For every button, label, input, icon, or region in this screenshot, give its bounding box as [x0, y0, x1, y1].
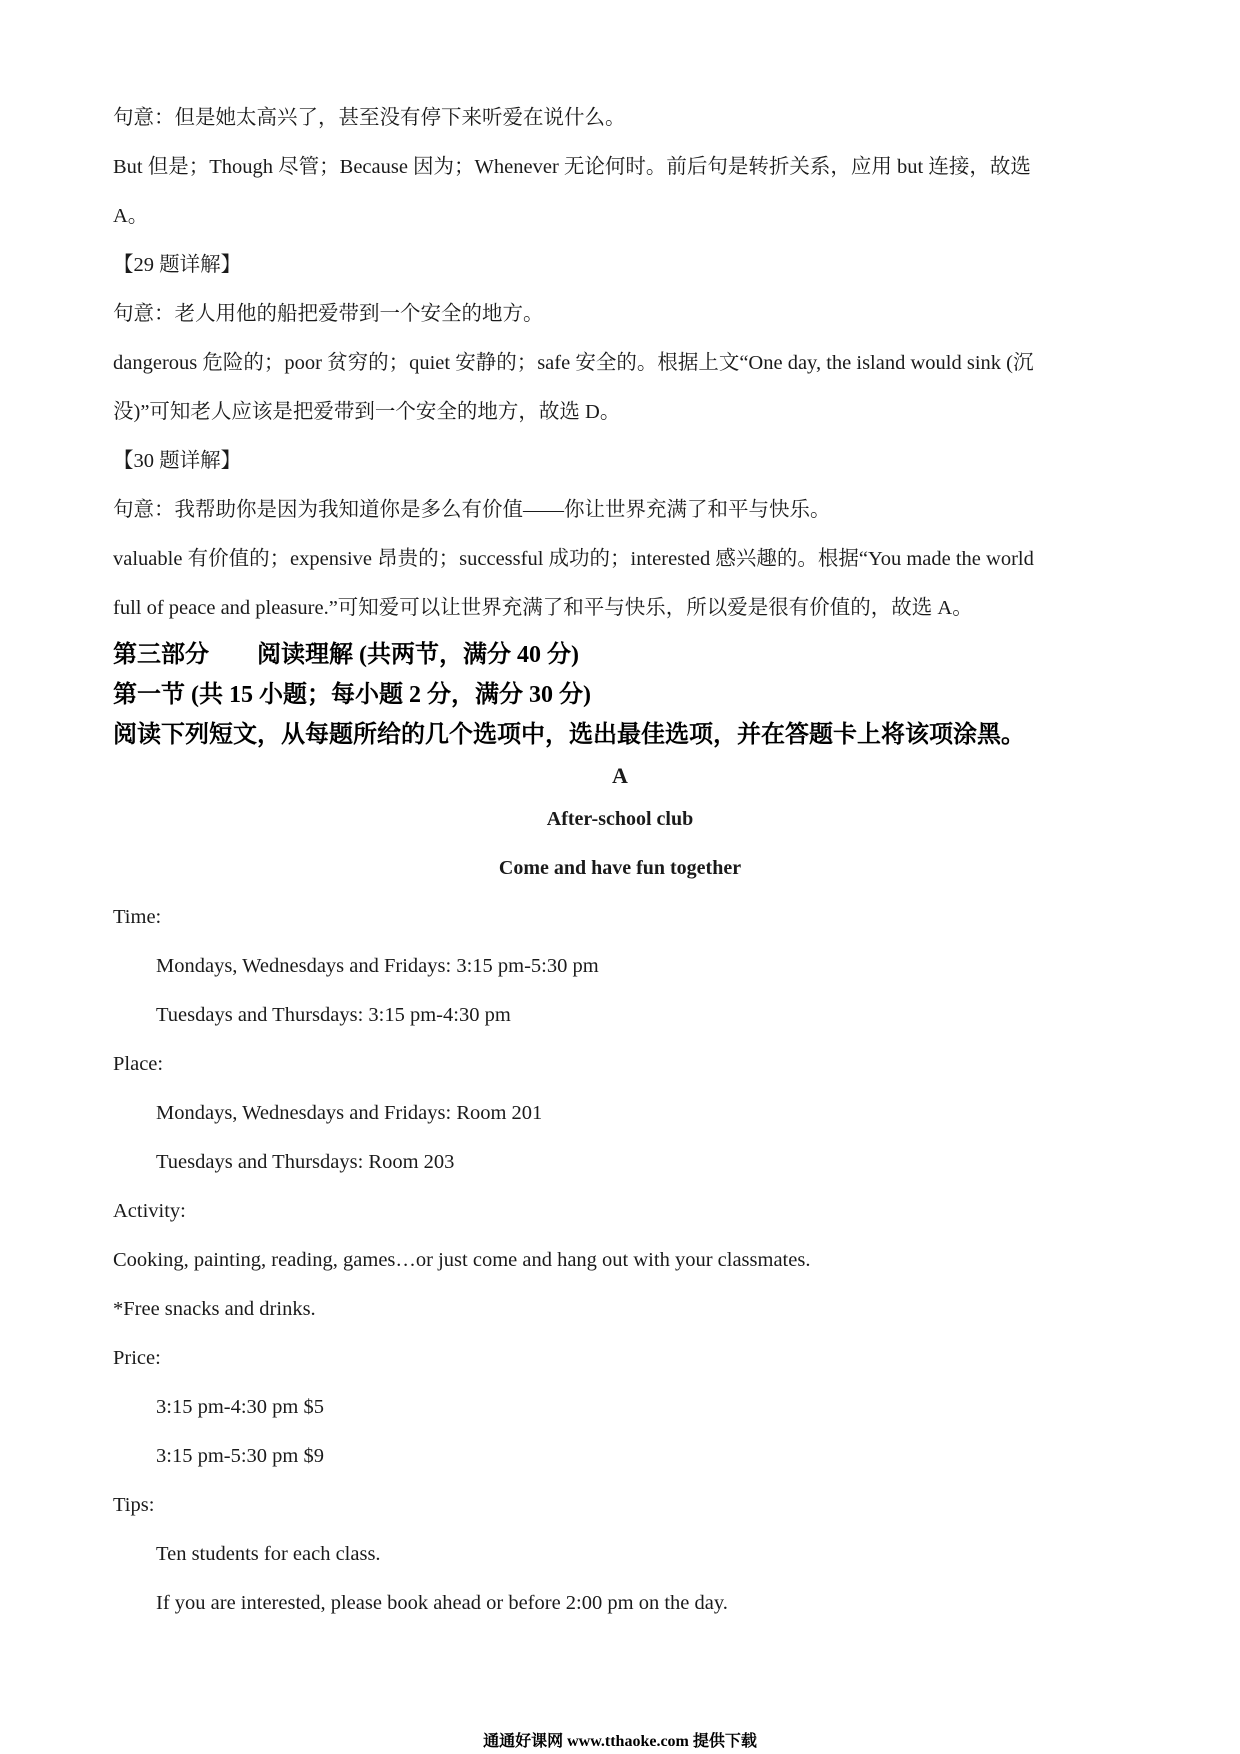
place-line-1: Mondays, Wednesdays and Fridays: Room 201 [156, 1102, 543, 1124]
tips-label: Tips: [113, 1494, 155, 1516]
time-line-2: Tuesdays and Thursdays: 3:15 pm-4:30 pm [156, 1004, 511, 1026]
q29-explain-line-2: 没)”可知老人应该是把爱带到一个安全的地方，故选 D。 [113, 401, 621, 423]
place-label: Place: [113, 1053, 164, 1075]
part3-title [113, 640, 579, 670]
q28-explain-line-1: But 但是；Though 尽管；Because 因为；Whenever 无论何时。前后句是转折关系，应用 but 连接，故选 [113, 156, 1031, 178]
price-line-1: 3:15 pm-4:30 pm $5 [156, 1396, 324, 1418]
q30-meaning: 句意：我帮助你是因为我知道你是多么有价值——你让世界充满了和平与快乐。 [113, 499, 831, 521]
q30-explain-line-1: valuable 有价值的；expensive 昂贵的；successful 成功的；interested 感兴趣的。根据“You made the world [113, 548, 1034, 570]
q29-explain-line-1: dangerous 危险的；poor 贫穷的；quiet 安静的；safe 安全的。根据上文“One day, the island would sink (沉 [113, 352, 1034, 374]
place-line-2: Tuesdays and Thursdays: Room 203 [156, 1151, 455, 1173]
q30-heading: 【30 题详解】 [113, 450, 242, 472]
q28-explain-line-2: A。 [113, 205, 149, 227]
activity-line-2: *Free snacks and drinks. [113, 1298, 316, 1320]
part3-title-a: 第三部分 [113, 642, 209, 668]
reading-instruction: 阅读下列短文，从每题所给的几个选项中，选出最佳选项，并在答题卡上将该项涂黑。 [113, 722, 1025, 748]
passage-subtitle: Come and have fun together [498, 857, 742, 879]
q29-heading: 【29 题详解】 [113, 254, 242, 276]
price-label: Price: [113, 1347, 161, 1369]
footer-source: 通通好课网 www.tthaoke.com 提供下载 [483, 1733, 757, 1750]
activity-line-1: Cooking, painting, reading, games…or just come and hang out with your classmates. [113, 1249, 811, 1271]
passage-title: After-school club [546, 808, 694, 830]
price-line-2: 3:15 pm-5:30 pm $9 [156, 1445, 324, 1467]
time-line-1: Mondays, Wednesdays and Fridays: 3:15 pm-5:30 pm [156, 955, 599, 977]
q30-explain-line-2: full of peace and pleasure.”可知爱可以让世界充满了和平与快乐，所以爱是很有价值的，故选 A。 [113, 597, 973, 619]
time-label: Time: [113, 906, 162, 928]
activity-label: Activity: [113, 1200, 186, 1222]
q28-meaning: 句意：但是她太高兴了，甚至没有停下来听爱在说什么。 [113, 107, 626, 129]
passage-letter: A [612, 763, 628, 788]
q29-meaning: 句意：老人用他的船把爱带到一个安全的地方。 [113, 303, 544, 325]
tip-line-1: Ten students for each class. [156, 1543, 381, 1565]
tip-line-2: If you are interested, please book ahead or before 2:00 pm on the day. [156, 1592, 728, 1614]
section1-title: 第一节 (共 15 小题；每小题 2 分，满分 30 分) [113, 682, 591, 708]
part3-title-b: 阅读理解 (共两节，满分 40 分) [257, 642, 579, 668]
